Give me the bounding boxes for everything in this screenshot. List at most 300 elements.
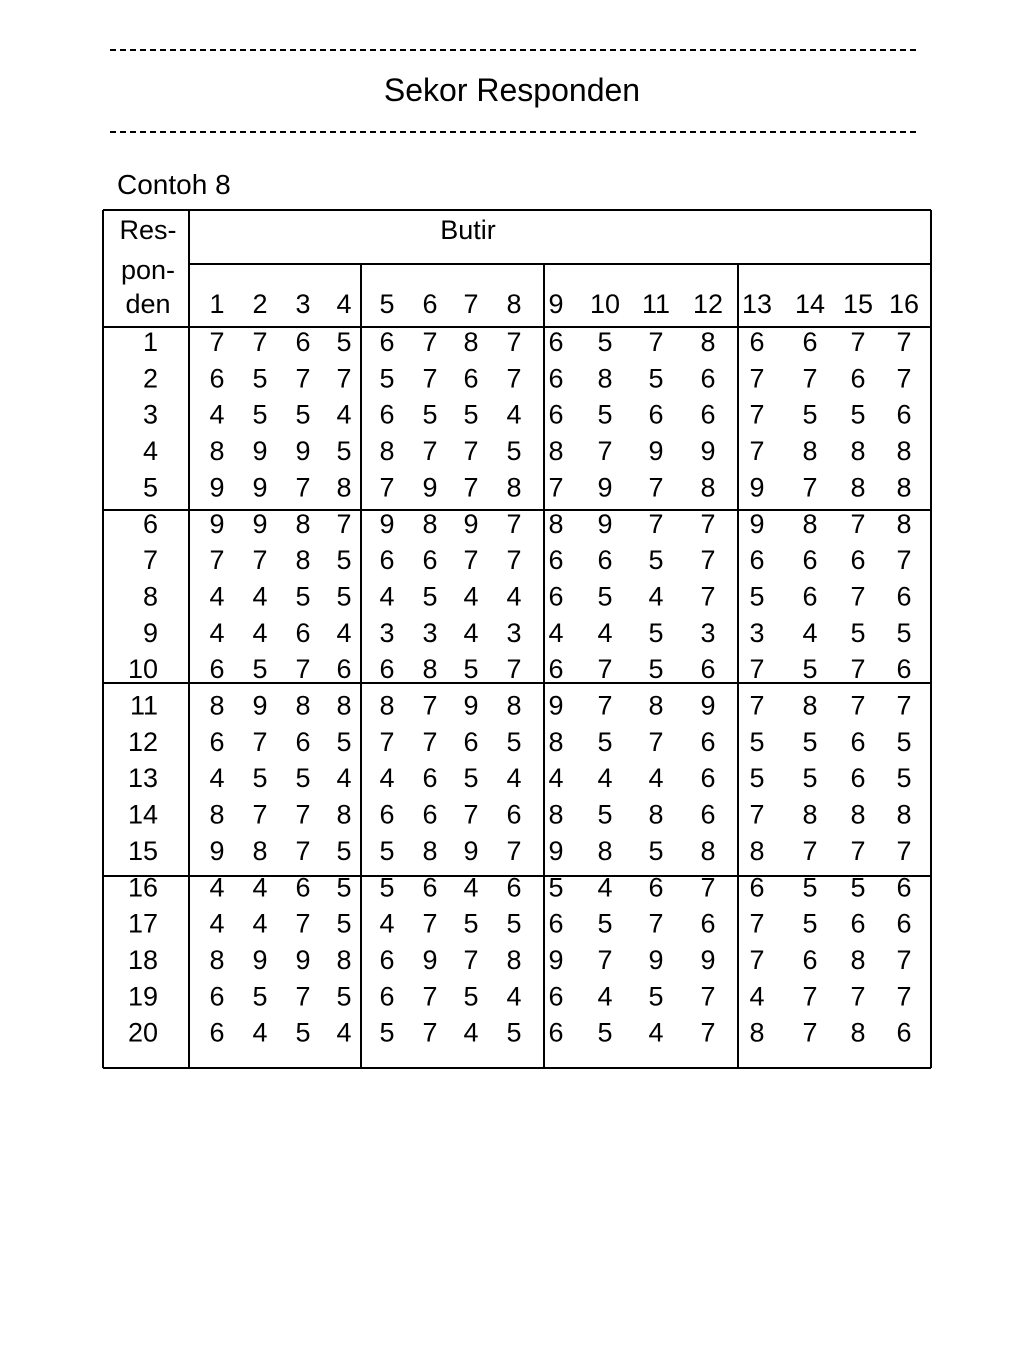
score-cell: 8 bbox=[850, 944, 866, 975]
score-cell: 6 bbox=[700, 799, 716, 830]
table-row bbox=[128, 1018, 912, 1048]
score-cell: 6 bbox=[209, 654, 225, 685]
score-cell: 7 bbox=[422, 436, 438, 467]
score-cell: 7 bbox=[463, 436, 479, 467]
score-cell: 5 bbox=[749, 726, 765, 757]
score-cell: 5 bbox=[379, 835, 395, 866]
score-cell: 8 bbox=[850, 1017, 866, 1048]
score-cell: 5 bbox=[422, 399, 438, 430]
score-cell: 4 bbox=[209, 617, 225, 648]
score-cell: 4 bbox=[209, 872, 225, 903]
score-cell: 6 bbox=[506, 872, 522, 903]
score-cell: 4 bbox=[506, 399, 522, 430]
score-cell: 6 bbox=[700, 763, 716, 794]
table-row bbox=[128, 836, 912, 866]
score-cell: 7 bbox=[422, 981, 438, 1012]
item-number-2: 2 bbox=[252, 289, 268, 319]
score-cell: 7 bbox=[896, 545, 912, 576]
score-cell: 4 bbox=[252, 908, 268, 939]
score-cell: 7 bbox=[749, 908, 765, 939]
score-cell: 7 bbox=[700, 981, 716, 1012]
score-cell: 8 bbox=[548, 799, 564, 830]
score-cell: 5 bbox=[802, 726, 818, 757]
score-cell: 5 bbox=[597, 581, 613, 612]
score-cell: 7 bbox=[850, 981, 866, 1012]
score-cell: 6 bbox=[295, 726, 311, 757]
score-cell: 6 bbox=[209, 1017, 225, 1048]
score-cell: 5 bbox=[749, 581, 765, 612]
table-body bbox=[128, 327, 912, 1048]
score-cell: 7 bbox=[295, 981, 311, 1012]
score-cell: 9 bbox=[209, 835, 225, 866]
score-cell: 7 bbox=[252, 726, 268, 757]
item-number-9: 9 bbox=[548, 289, 564, 319]
item-number-4: 4 bbox=[336, 289, 352, 319]
score-cell: 5 bbox=[506, 1017, 522, 1048]
score-cell: 5 bbox=[252, 654, 268, 685]
score-cell: 4 bbox=[336, 399, 352, 430]
score-cell: 8 bbox=[506, 944, 522, 975]
score-cell: 6 bbox=[597, 545, 613, 576]
score-cell: 7 bbox=[749, 436, 765, 467]
score-cell: 3 bbox=[422, 617, 438, 648]
score-cell: 6 bbox=[896, 908, 912, 939]
score-cell: 7 bbox=[463, 944, 479, 975]
score-cell: 8 bbox=[336, 944, 352, 975]
score-cell: 7 bbox=[896, 981, 912, 1012]
score-cell: 6 bbox=[548, 1017, 564, 1048]
score-cell: 7 bbox=[506, 327, 522, 357]
score-cell: 6 bbox=[463, 363, 479, 394]
score-cell: 9 bbox=[379, 508, 395, 539]
score-cell: 6 bbox=[749, 545, 765, 576]
score-cell: 8 bbox=[422, 835, 438, 866]
page-title: Sekor Responden bbox=[383, 72, 641, 108]
score-cell: 8 bbox=[597, 363, 613, 394]
score-cell: 5 bbox=[896, 726, 912, 757]
respondent-number: 1 bbox=[142, 327, 158, 357]
score-cell: 8 bbox=[700, 472, 716, 503]
score-cell: 7 bbox=[700, 1017, 716, 1048]
score-cell: 8 bbox=[802, 508, 818, 539]
item-number-14: 14 bbox=[794, 289, 826, 319]
score-cell: 6 bbox=[802, 545, 818, 576]
score-cell: 5 bbox=[597, 908, 613, 939]
score-cell: 5 bbox=[802, 654, 818, 685]
score-cell: 7 bbox=[597, 690, 613, 721]
score-cell: 5 bbox=[336, 872, 352, 903]
score-cell: 7 bbox=[850, 581, 866, 612]
score-cell: 7 bbox=[295, 835, 311, 866]
score-cell: 5 bbox=[896, 617, 912, 648]
score-cell: 9 bbox=[700, 436, 716, 467]
table-row bbox=[128, 800, 912, 830]
score-cell: 4 bbox=[379, 581, 395, 612]
score-cell: 4 bbox=[506, 763, 522, 794]
score-cell: 5 bbox=[336, 981, 352, 1012]
score-cell: 4 bbox=[209, 763, 225, 794]
score-cell: 5 bbox=[336, 436, 352, 467]
score-cell: 8 bbox=[802, 436, 818, 467]
score-cell: 9 bbox=[295, 944, 311, 975]
score-cell: 5 bbox=[749, 763, 765, 794]
score-cell: 8 bbox=[749, 835, 765, 866]
score-cell: 8 bbox=[700, 835, 716, 866]
score-cell: 5 bbox=[850, 617, 866, 648]
score-cell: 5 bbox=[648, 545, 664, 576]
item-number-5: 5 bbox=[379, 289, 395, 319]
score-cell: 7 bbox=[252, 799, 268, 830]
score-cell: 5 bbox=[379, 363, 395, 394]
score-cell: 8 bbox=[209, 436, 225, 467]
score-cell: 7 bbox=[850, 835, 866, 866]
score-cell: 9 bbox=[422, 472, 438, 503]
score-cell: 4 bbox=[749, 981, 765, 1012]
score-cell: 6 bbox=[336, 654, 352, 685]
score-cell: 4 bbox=[506, 981, 522, 1012]
score-cell: 5 bbox=[850, 399, 866, 430]
score-cell: 9 bbox=[252, 944, 268, 975]
score-cell: 5 bbox=[802, 763, 818, 794]
score-cell: 5 bbox=[648, 363, 664, 394]
score-cell: 4 bbox=[597, 617, 613, 648]
score-cell: 9 bbox=[548, 690, 564, 721]
score-cell: 6 bbox=[548, 581, 564, 612]
score-cell: 9 bbox=[597, 508, 613, 539]
table-row bbox=[143, 363, 912, 393]
respondent-number: 9 bbox=[142, 617, 158, 648]
score-cell: 7 bbox=[463, 472, 479, 503]
score-cell: 9 bbox=[648, 436, 664, 467]
table-row bbox=[143, 618, 912, 648]
score-cell: 5 bbox=[336, 726, 352, 757]
score-cell: 6 bbox=[896, 581, 912, 612]
score-cell: 4 bbox=[336, 617, 352, 648]
score-cell: 4 bbox=[463, 581, 479, 612]
score-cell: 9 bbox=[749, 508, 765, 539]
respondent-number: 5 bbox=[142, 472, 158, 503]
score-cell: 7 bbox=[648, 327, 664, 357]
score-cell: 4 bbox=[379, 763, 395, 794]
score-cell: 6 bbox=[295, 617, 311, 648]
score-cell: 4 bbox=[597, 763, 613, 794]
score-cell: 9 bbox=[648, 944, 664, 975]
score-cell: 5 bbox=[506, 726, 522, 757]
score-cell: 5 bbox=[597, 1017, 613, 1048]
score-cell: 8 bbox=[548, 726, 564, 757]
item-number-7: 7 bbox=[463, 289, 479, 319]
score-cell: 9 bbox=[463, 690, 479, 721]
score-cell: 7 bbox=[850, 690, 866, 721]
table-row bbox=[128, 909, 912, 939]
score-cell: 8 bbox=[379, 690, 395, 721]
respondent-number: 15 bbox=[127, 835, 158, 866]
respondent-number: 17 bbox=[127, 908, 158, 939]
score-cell: 7 bbox=[648, 908, 664, 939]
score-cell: 7 bbox=[379, 472, 395, 503]
score-cell: 5 bbox=[463, 981, 479, 1012]
table-row bbox=[143, 581, 912, 611]
score-cell: 7 bbox=[896, 363, 912, 394]
score-cell: 8 bbox=[700, 327, 716, 357]
score-cell: 7 bbox=[463, 799, 479, 830]
score-cell: 9 bbox=[252, 508, 268, 539]
score-cell: 7 bbox=[506, 545, 522, 576]
score-cell: 6 bbox=[802, 581, 818, 612]
score-cell: 6 bbox=[379, 944, 395, 975]
score-cell: 9 bbox=[252, 690, 268, 721]
score-cell: 8 bbox=[548, 508, 564, 539]
table-row bbox=[128, 654, 912, 684]
score-cell: 7 bbox=[209, 545, 225, 576]
score-cell: 6 bbox=[548, 363, 564, 394]
score-cell: 6 bbox=[548, 654, 564, 685]
score-cell: 4 bbox=[209, 908, 225, 939]
score-cell: 7 bbox=[749, 944, 765, 975]
respondent-number: 8 bbox=[142, 581, 158, 612]
respondent-number: 4 bbox=[142, 436, 158, 467]
score-cell: 6 bbox=[700, 654, 716, 685]
score-cell: 7 bbox=[295, 363, 311, 394]
score-cell: 5 bbox=[802, 908, 818, 939]
table-row bbox=[143, 436, 912, 466]
score-cell: 5 bbox=[597, 399, 613, 430]
score-cell: 7 bbox=[850, 654, 866, 685]
score-cell: 9 bbox=[700, 944, 716, 975]
score-cell: 8 bbox=[802, 799, 818, 830]
score-cell: 6 bbox=[896, 654, 912, 685]
score-cell: 8 bbox=[850, 472, 866, 503]
item-number-12: 12 bbox=[692, 289, 724, 319]
score-cell: 7 bbox=[896, 690, 912, 721]
score-cell: 4 bbox=[506, 581, 522, 612]
score-cell: 4 bbox=[597, 872, 613, 903]
score-cell: 6 bbox=[422, 799, 438, 830]
score-cell: 5 bbox=[648, 835, 664, 866]
score-cell: 4 bbox=[209, 399, 225, 430]
score-cell: 5 bbox=[379, 1017, 395, 1048]
score-cell: 4 bbox=[648, 1017, 664, 1048]
butir-header: Butir bbox=[440, 215, 496, 245]
score-cell: 4 bbox=[336, 763, 352, 794]
score-cell: 7 bbox=[548, 472, 564, 503]
score-cell: 7 bbox=[422, 726, 438, 757]
score-cell: 5 bbox=[336, 835, 352, 866]
score-cell: 5 bbox=[252, 363, 268, 394]
item-number-11: 11 bbox=[641, 289, 671, 319]
respondent-number: 11 bbox=[129, 690, 158, 721]
score-cell: 6 bbox=[209, 726, 225, 757]
score-cell: 5 bbox=[463, 654, 479, 685]
score-cell: 6 bbox=[548, 981, 564, 1012]
score-cell: 4 bbox=[463, 617, 479, 648]
respondent-header-line-3: den bbox=[125, 289, 171, 319]
score-cell: 8 bbox=[336, 472, 352, 503]
score-cell: 3 bbox=[506, 617, 522, 648]
score-cell: 7 bbox=[749, 799, 765, 830]
score-cell: 4 bbox=[548, 763, 564, 794]
score-cell: 8 bbox=[896, 472, 912, 503]
table-row bbox=[128, 763, 912, 793]
score-cell: 6 bbox=[648, 399, 664, 430]
score-cell: 6 bbox=[896, 399, 912, 430]
score-cell: 7 bbox=[336, 508, 352, 539]
score-cell: 7 bbox=[295, 908, 311, 939]
score-cell: 7 bbox=[700, 545, 716, 576]
table-row bbox=[128, 981, 912, 1011]
score-cell: 5 bbox=[295, 763, 311, 794]
table-row bbox=[143, 327, 912, 357]
score-cell: 7 bbox=[802, 363, 818, 394]
score-cell: 8 bbox=[336, 799, 352, 830]
score-cell: 7 bbox=[749, 399, 765, 430]
score-cell: 7 bbox=[506, 835, 522, 866]
table-row bbox=[143, 400, 912, 430]
score-cell: 5 bbox=[506, 908, 522, 939]
score-cell: 4 bbox=[648, 581, 664, 612]
score-cell: 7 bbox=[700, 581, 716, 612]
score-cell: 4 bbox=[252, 581, 268, 612]
score-cell: 7 bbox=[896, 835, 912, 866]
score-cell: 7 bbox=[802, 472, 818, 503]
table-row bbox=[128, 945, 912, 975]
score-cell: 6 bbox=[295, 872, 311, 903]
score-cell: 8 bbox=[850, 799, 866, 830]
respondent-number: 18 bbox=[127, 944, 158, 975]
score-cell: 5 bbox=[648, 617, 664, 648]
score-cell: 7 bbox=[597, 944, 613, 975]
score-cell: 6 bbox=[379, 654, 395, 685]
score-cell: 8 bbox=[422, 508, 438, 539]
score-cell: 5 bbox=[252, 981, 268, 1012]
score-cell: 6 bbox=[548, 545, 564, 576]
table-row bbox=[128, 727, 912, 757]
respondent-number: 2 bbox=[142, 363, 158, 394]
score-cell: 5 bbox=[850, 872, 866, 903]
respondent-header-line-2: pon- bbox=[120, 255, 176, 285]
score-cell: 7 bbox=[506, 363, 522, 394]
score-cell: 5 bbox=[252, 763, 268, 794]
score-cell: 9 bbox=[209, 508, 225, 539]
score-cell: 7 bbox=[252, 327, 268, 357]
score-cell: 7 bbox=[648, 508, 664, 539]
score-cell: 9 bbox=[252, 436, 268, 467]
score-cell: 7 bbox=[749, 363, 765, 394]
score-cell: 6 bbox=[850, 545, 866, 576]
score-cell: 7 bbox=[749, 654, 765, 685]
score-cell: 5 bbox=[597, 726, 613, 757]
table-row bbox=[130, 691, 912, 721]
score-cell: 6 bbox=[700, 363, 716, 394]
score-cell: 9 bbox=[252, 472, 268, 503]
score-cell: 6 bbox=[700, 726, 716, 757]
score-cell: 4 bbox=[597, 981, 613, 1012]
score-cell: 6 bbox=[896, 1017, 912, 1048]
respondent-number: 7 bbox=[142, 545, 158, 576]
score-cell: 6 bbox=[463, 726, 479, 757]
item-number-8: 8 bbox=[506, 289, 522, 319]
score-cell: 6 bbox=[209, 363, 225, 394]
score-cell: 5 bbox=[336, 581, 352, 612]
score-cell: 6 bbox=[802, 327, 818, 357]
example-label: Contoh 8 bbox=[117, 169, 231, 200]
score-cell: 6 bbox=[209, 981, 225, 1012]
score-cell: 5 bbox=[463, 908, 479, 939]
score-cell: 4 bbox=[209, 581, 225, 612]
score-cell: 7 bbox=[295, 654, 311, 685]
score-cell: 7 bbox=[422, 363, 438, 394]
score-cell: 7 bbox=[336, 363, 352, 394]
score-cell: 8 bbox=[749, 1017, 765, 1048]
score-cell: 5 bbox=[295, 1017, 311, 1048]
item-number-16: 16 bbox=[888, 289, 920, 319]
table-row bbox=[143, 545, 912, 575]
score-cell: 6 bbox=[850, 726, 866, 757]
score-cell: 4 bbox=[252, 1017, 268, 1048]
score-cell: 9 bbox=[548, 944, 564, 975]
score-cell: 7 bbox=[209, 327, 225, 357]
score-cell: 6 bbox=[379, 327, 395, 357]
score-cell: 5 bbox=[548, 872, 564, 903]
score-cell: 9 bbox=[295, 436, 311, 467]
score-cell: 4 bbox=[548, 617, 564, 648]
score-cell: 7 bbox=[506, 508, 522, 539]
score-cell: 6 bbox=[802, 944, 818, 975]
score-cell: 5 bbox=[295, 581, 311, 612]
item-number-6: 6 bbox=[422, 289, 438, 319]
score-cell: 5 bbox=[336, 545, 352, 576]
score-cell: 6 bbox=[422, 763, 438, 794]
score-cell: 8 bbox=[209, 799, 225, 830]
item-number-10: 10 bbox=[589, 289, 621, 319]
score-cell: 7 bbox=[295, 799, 311, 830]
score-cell: 5 bbox=[336, 327, 352, 357]
score-cell: 6 bbox=[700, 908, 716, 939]
score-cell: 5 bbox=[896, 763, 912, 794]
score-cell: 7 bbox=[648, 726, 664, 757]
score-cell: 5 bbox=[506, 436, 522, 467]
score-cell: 6 bbox=[749, 327, 765, 357]
score-cell: 8 bbox=[422, 654, 438, 685]
score-cell: 7 bbox=[749, 690, 765, 721]
respondent-number: 14 bbox=[127, 799, 158, 830]
score-cell: 9 bbox=[463, 508, 479, 539]
score-cell: 6 bbox=[548, 399, 564, 430]
score-cell: 4 bbox=[252, 617, 268, 648]
score-cell: 9 bbox=[463, 835, 479, 866]
score-cell: 7 bbox=[802, 981, 818, 1012]
score-cell: 4 bbox=[336, 1017, 352, 1048]
respondent-number: 20 bbox=[127, 1017, 158, 1048]
score-cell: 6 bbox=[422, 545, 438, 576]
score-cell: 8 bbox=[896, 436, 912, 467]
score-cell: 5 bbox=[597, 327, 613, 357]
score-cell: 5 bbox=[648, 981, 664, 1012]
respondent-number: 3 bbox=[142, 399, 158, 430]
item-number-1: 1 bbox=[209, 289, 225, 319]
score-cell: 6 bbox=[700, 399, 716, 430]
score-cell: 7 bbox=[700, 508, 716, 539]
score-cell: 8 bbox=[295, 508, 311, 539]
score-cell: 6 bbox=[850, 763, 866, 794]
score-cell: 9 bbox=[422, 944, 438, 975]
score-cell: 7 bbox=[700, 872, 716, 903]
score-cell: 8 bbox=[209, 690, 225, 721]
score-cell: 7 bbox=[802, 835, 818, 866]
score-cell: 6 bbox=[850, 363, 866, 394]
score-cell: 6 bbox=[548, 327, 564, 357]
score-cell: 8 bbox=[506, 472, 522, 503]
